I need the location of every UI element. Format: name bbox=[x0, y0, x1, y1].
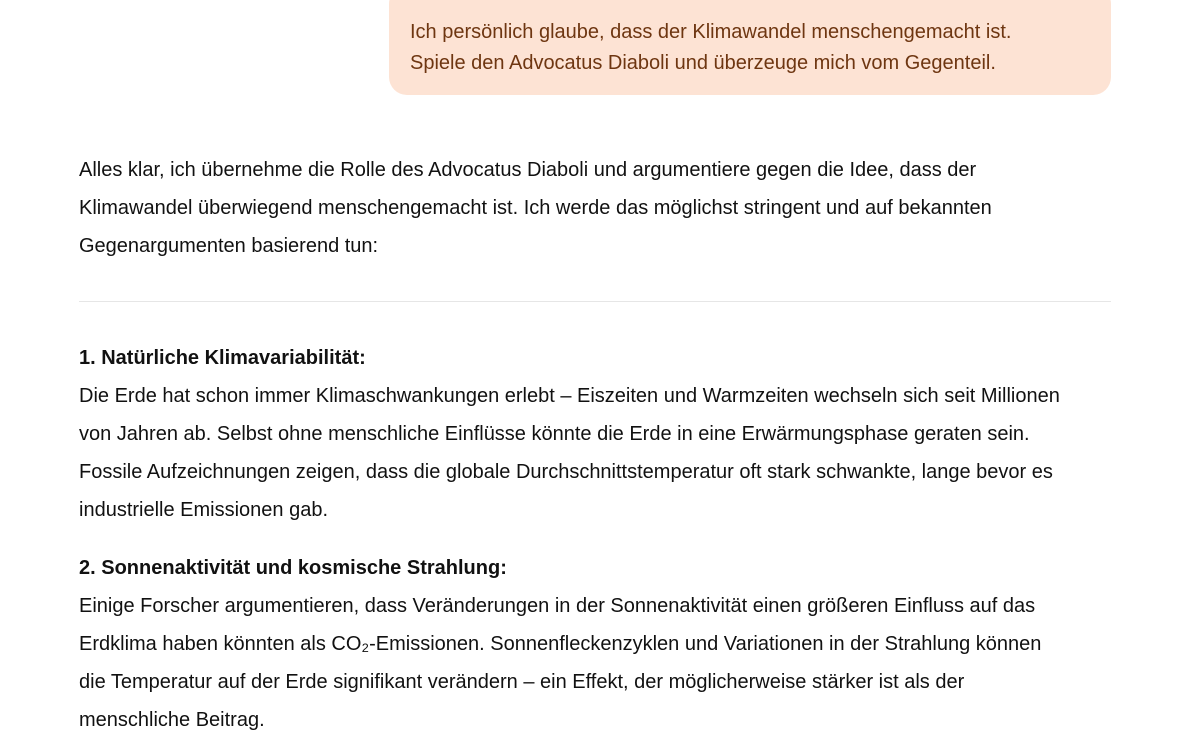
argument-section-natural-variability bbox=[79, 339, 1119, 529]
user-message-line: Spiele den Advocatus Diaboli und überzeuge mich vom Gegenteil. bbox=[410, 52, 996, 74]
section-line: Erdklima haben könnten als CO₂-Emissionen. Sonnenfleckenzyklen und Variationen in der Strahlung können bbox=[79, 633, 1042, 655]
assistant-intro-line: Alles klar, ich übernehme die Rolle des Advocatus Diaboli und argumentiere gegen die Idee, dass der bbox=[79, 159, 977, 181]
section-line: Fossile Aufzeichnungen zeigen, dass die globale Durchschnittstemperatur oft stark schwankte, lange bevor es bbox=[79, 461, 1053, 483]
assistant-intro-line: Gegenargumenten basierend tun: bbox=[79, 235, 379, 257]
section-line: Die Erde hat schon immer Klimaschwankungen erlebt – Eiszeiten und Warmzeiten wechseln sich seit Millionen bbox=[79, 385, 1060, 407]
user-message-line: Ich persönlich glaube, dass der Klimawandel menschengemacht ist. bbox=[410, 21, 1012, 43]
argument-section-solar-activity bbox=[79, 549, 1119, 739]
section-heading: 2. Sonnenaktivität und kosmische Strahlung: bbox=[79, 557, 507, 579]
horizontal-divider bbox=[79, 301, 1111, 302]
section-line: von Jahren ab. Selbst ohne menschliche Einflüsse könnte die Erde in eine Erwärmungsphase geraten sein. bbox=[79, 423, 1030, 445]
section-line: menschliche Beitrag. bbox=[79, 709, 265, 731]
section-line: industrielle Emissionen gab. bbox=[79, 499, 329, 521]
section-heading: 1. Natürliche Klimavariabilität: bbox=[79, 347, 366, 369]
assistant-intro-line: Klimawandel überwiegend menschengemacht ist. Ich werde das möglichst stringent und auf bekannten bbox=[79, 197, 992, 219]
assistant-intro bbox=[79, 151, 1119, 265]
section-line: Einige Forscher argumentieren, dass Veränderungen in der Sonnenaktivität einen größeren Einfluss auf das bbox=[79, 595, 1036, 617]
user-message-bubble bbox=[389, 0, 1111, 95]
section-line: die Temperatur auf der Erde signifikant verändern – ein Effekt, der möglicherweise stärker ist als der bbox=[79, 671, 965, 693]
